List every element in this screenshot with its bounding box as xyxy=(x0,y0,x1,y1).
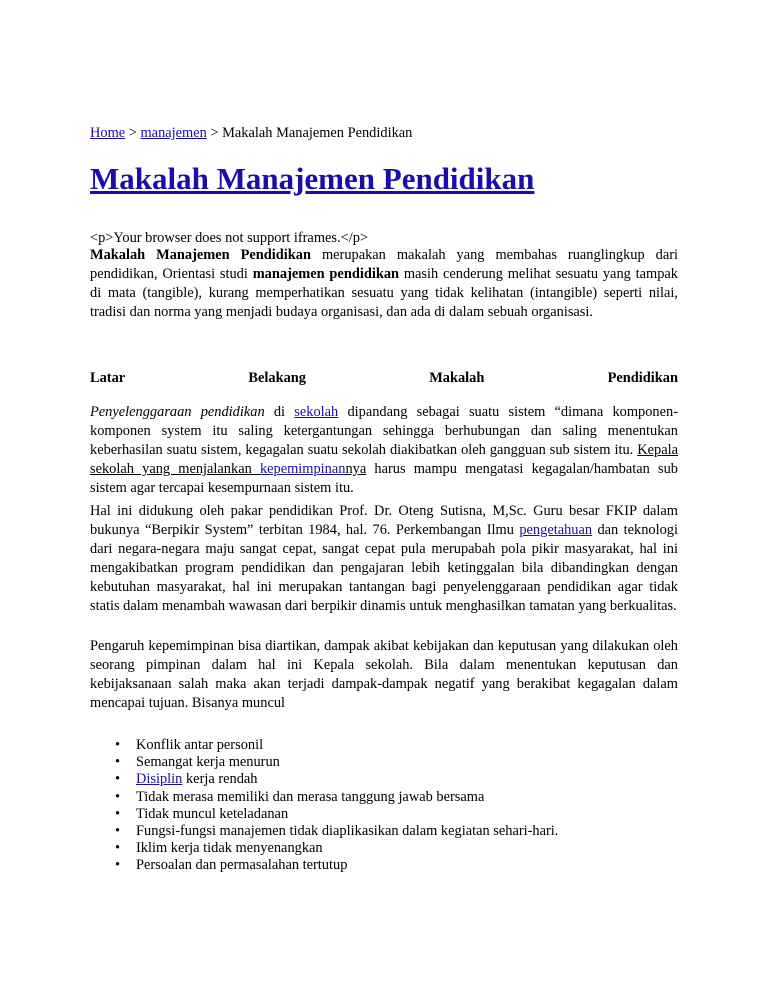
paragraph-text: Hal ini didukung oleh pakar pendidikan Prof. Dr. Oteng Sutisna, M,Sc. Guru besar FKIP dalam bukunya “Berpikir System” terbitan 1984, hal. 76. Perkembangan Ilmu xyxy=(90,503,678,538)
section-heading xyxy=(90,369,678,388)
section-heading-word: Pendidikan xyxy=(607,370,678,386)
list-item xyxy=(115,840,558,857)
paragraph-text: dipandang sebagai suatu sistem “dimana komponen-komponen system itu saling ketergantungan sehingga berhubungan dan saling menentukan keberhasilan suatu sistem, kegagalan suatu sekolah diakibatkan oleh gangguan sub sistem itu. xyxy=(90,404,679,458)
intro-paragraph xyxy=(90,246,678,322)
list-item-text: Fungsi-fungsi manajemen tidak diaplikasikan dalam kegiatan sehari-hari. xyxy=(136,823,559,840)
intro-bold-keyword: manajemen pendidikan xyxy=(252,266,400,282)
section-heading-word: Belakang xyxy=(248,370,306,386)
kepemimpinan-link[interactable]: kepemimpinan xyxy=(259,461,346,477)
page-title-link[interactable]: Makalah Manajemen Pendidikan xyxy=(90,161,535,196)
intro-text: masih cenderung melihat sesuatu yang tampak di mata (tangible), kurang memperhatikan sesuatu yang tidak kelihatan (intangible) seperti nilai, tradisi dan norma yang menjadi budaya organisasi, dan ada di dalam sebuah organisasi. xyxy=(90,266,678,320)
breadcrumb-category-link[interactable]: manajemen xyxy=(140,125,207,141)
bullet-icon: • xyxy=(115,857,121,874)
paragraph-text: harus mampu mengatasi kegagalan/hambatan sub sistem agar tercapai kesempurnaan sistem itu. xyxy=(90,461,678,496)
pengetahuan-link[interactable]: pengetahuan xyxy=(519,522,593,538)
bullet-icon: • xyxy=(115,805,121,822)
list-item-text: kerja rendah xyxy=(182,771,258,788)
paragraph-1 xyxy=(90,403,678,498)
list-item-text: Semangat kerja menurun xyxy=(136,754,280,771)
list-item-text: Tidak muncul keteladanan xyxy=(136,805,289,822)
breadcrumb-separator: > xyxy=(125,125,141,141)
bullet-icon: • xyxy=(115,771,121,788)
list-item xyxy=(115,805,558,823)
list-item xyxy=(115,754,558,771)
list-item xyxy=(115,737,558,754)
paragraph-underlined-text: Kepala sekolah yang menjalankan xyxy=(90,442,678,477)
list-item xyxy=(115,771,558,788)
list-item-text: Konflik antar personil xyxy=(136,737,264,753)
bullet-icon: • xyxy=(115,788,121,805)
list-item xyxy=(115,788,558,806)
bullet-icon: • xyxy=(115,754,121,771)
paragraph-2 xyxy=(90,502,678,616)
intro-text: merupakan makalah yang membahas ruanglingkup dari pendidikan, Orientasi studi xyxy=(90,247,678,282)
bullet-icon: • xyxy=(115,840,121,857)
intro-bold-lead: Makalah Manajemen Pendidikan xyxy=(90,247,311,263)
paragraph-text: di xyxy=(264,404,295,420)
bullet-icon: • xyxy=(115,737,121,753)
breadcrumb-current: Makalah Manajemen Pendidikan xyxy=(222,125,413,141)
breadcrumb xyxy=(90,124,412,143)
bullet-icon: • xyxy=(115,823,121,840)
section-heading-word: Makalah xyxy=(429,370,485,386)
list-item xyxy=(115,857,558,874)
breadcrumb-separator: > xyxy=(206,125,223,141)
list-item-text: Tidak merasa memiliki dan merasa tanggung jawab bersama xyxy=(136,788,485,805)
paragraph-3 xyxy=(90,637,678,713)
paragraph-italic: Penyelenggaraan pendidikan xyxy=(90,404,265,420)
list-item-text: Iklim kerja tidak menyenangkan xyxy=(136,840,323,857)
list-item-text: Persoalan dan permasalahan tertutup xyxy=(136,857,348,874)
paragraph-underlined-text: nya xyxy=(345,461,367,477)
iframe-fallback-text: <p>Your browser does not support iframes.</p> xyxy=(90,230,369,246)
section-heading-word: Latar xyxy=(90,370,126,386)
paragraph-text: dan teknologi dari negara-negara maju sangat cepat, sangat cepat pula merupabah pola pikir masyarakat, hal ini mengakibatkan program pendidikan dan pengajaran lebih ketinggalan bila dibandingkan dengan kebutuhan masyarakat, hal ini merupakan tantangan bagi penyelenggaraan pendidikan agar tidak statis dalam menambah wawasan dari berpikir dinamis untuk menghasilkan tamatan yang berkualitas. xyxy=(90,522,678,614)
list-item xyxy=(115,823,559,840)
breadcrumb-home-link[interactable]: Home xyxy=(90,125,126,141)
disiplin-link[interactable]: Disiplin xyxy=(136,771,183,788)
sekolah-link[interactable]: sekolah xyxy=(294,404,339,420)
page-title xyxy=(90,159,534,199)
bullet-list xyxy=(90,737,558,875)
paragraph-text: Pengaruh kepemimpinan bisa diartikan, dampak akibat kebijakan dan keputusan yang dilakukan oleh seorang pimpinan dalam hal ini Kepala sekolah. Bila dalam menentukan keputusan dan kebijaksanaan salah maka akan terjadi dampak-dampak negatif yang berakibat kegagalan dalam mencapai tujuan. Bisanya muncul xyxy=(90,638,678,711)
